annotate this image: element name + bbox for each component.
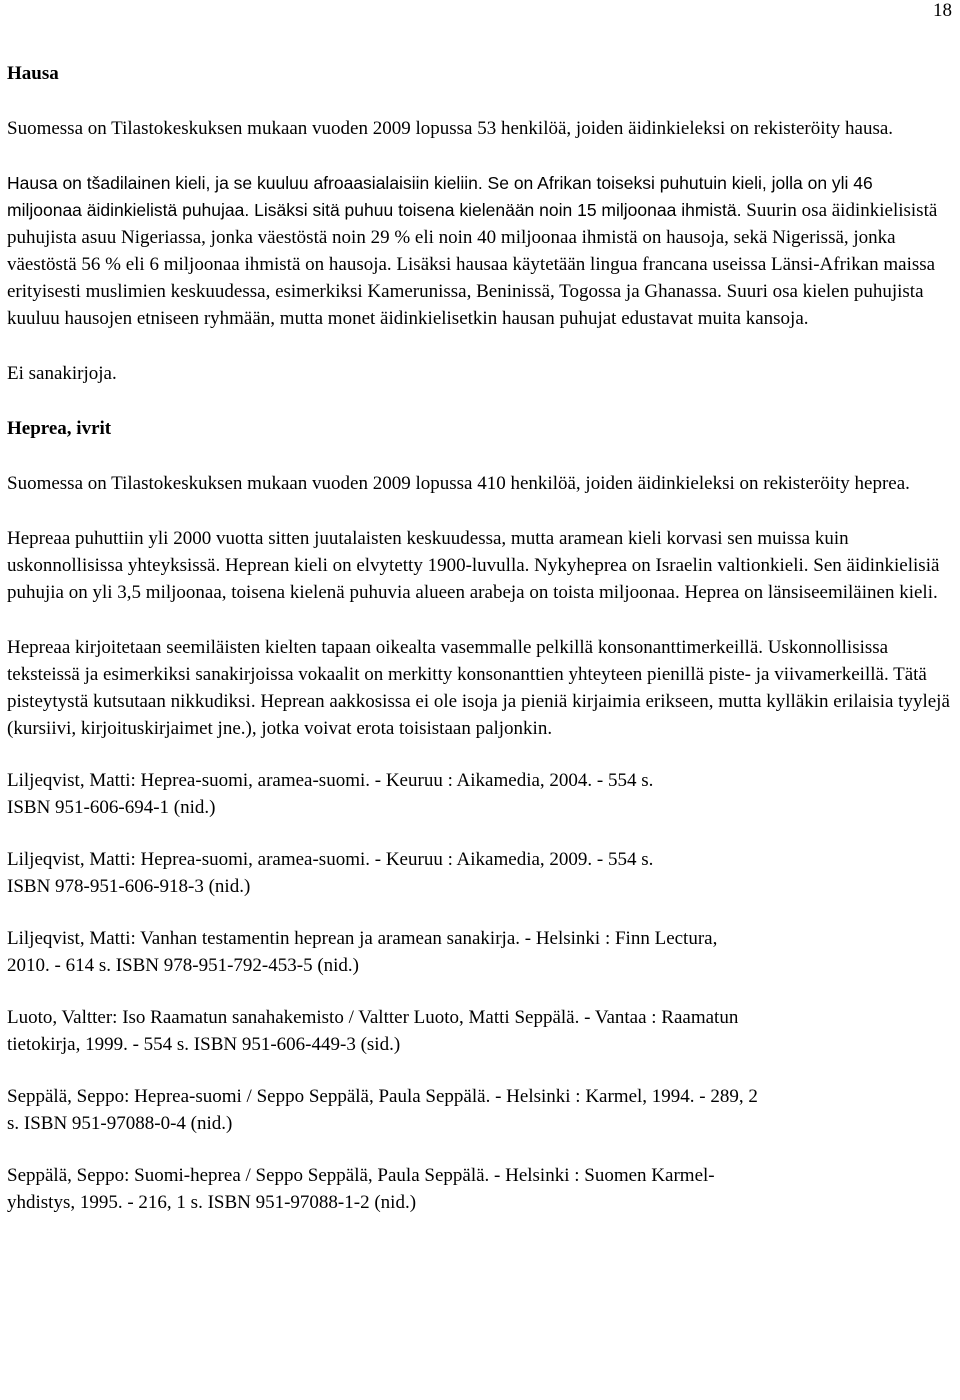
reference-line: Seppälä, Seppo: Heprea-suomi / Seppo Seppälä, Paula Seppälä. - Helsinki : Karmel, 1994. - 289, 2 [7,1086,758,1107]
reference-entry [7,846,952,900]
reference-entry [7,1162,952,1216]
reference-line: ISBN 951-606-694-1 (nid.) [7,797,216,818]
paragraph-heprea-writing: Hepreaa kirjoitetaan seemiläisten kielten tapaan oikealta vasemmalle pelkillä konsonanttimerkeillä. Uskonnollisissa teksteissä ja esimerkiksi sanakirjoissa vokaalit on merkitty konsonanttien yhteyteen pienillä piste- ja viivamerkeillä. Tätä pisteytystä kutsutaan nikkudiksi. Heprean aakkosissa ei ole isoja ja pieniä kirjaimia erikseen, mutta kylläkin erilaisia tyylejä (kursiivi, kirjoituskirjaimet jne.), jotka voivat erota toisistaan paljonkin. [7,637,950,739]
reference-entry [7,767,952,821]
reference-line: Liljeqvist, Matti: Heprea-suomi, aramea-suomi. - Keuruu : Aikamedia, 2004. - 554 s. [7,770,654,791]
reference-line: s. ISBN 951-97088-0-4 (nid.) [7,1113,233,1134]
reference-line: Liljeqvist, Matti: Heprea-suomi, aramea-suomi. - Keuruu : Aikamedia, 2009. - 554 s. [7,849,654,870]
paragraph-hausa-description [7,170,952,332]
reference-line: Seppälä, Seppo: Suomi-heprea / Seppo Seppälä, Paula Seppälä. - Helsinki : Suomen Karmel- [7,1165,715,1186]
section-heading-heprea: Heprea, ivrit [7,418,112,439]
page-number: 18 [933,0,952,21]
section-heading-hausa: Hausa [7,63,59,84]
reference-line: Luoto, Valtter: Iso Raamatun sanahakemisto / Valtter Luoto, Matti Seppälä. - Vantaa : Raamatun [7,1007,739,1028]
paragraph-heprea-history: Hepreaa puhuttiin yli 2000 vuotta sitten juutalaisten keskuudessa, mutta aramean kieli korvasi sen muissa kuin uskonnollisissa yhteyksissä. Heprean kieli on elvytetty 1900-luvulla. Nykyheprea on Israelin valtionkieli. Sen äidinkielisiä puhujia on yli 3,5 miljoonaa, toisena kielenä puhuvia alueen arabeja on toista miljoonaa. Heprea on länsiseemiläinen kieli. [7,528,940,603]
paragraph-hausa-speakers-finland: Suomessa on Tilastokeskuksen mukaan vuoden 2009 lopussa 53 henkilöä, joiden äidinkieleksi on rekisteröity hausa. [7,118,894,139]
paragraph-no-dictionaries: Ei sanakirjoja. [7,363,117,384]
reference-line: tietokirja, 1999. - 554 s. ISBN 951-606-449-3 (sid.) [7,1034,401,1055]
reference-entry [7,1004,952,1058]
document-body [7,60,952,1216]
reference-line: yhdistys, 1995. - 216, 1 s. ISBN 951-97088-1-2 (nid.) [7,1192,417,1213]
paragraph-hausa-description-rest: Suurin osa äidinkielisistä puhujista asuu Nigeriassa, jonka väestöstä noin 29 % eli noin 40 miljoonaa ihmistä on hausoja, sekä Nigerissä, jonka väestöstä 56 % eli 6 miljoonaa ihmistä on hausoja. Lisäksi hausaa käytetään lingua francana useissa Länsi-Afrikan maissa erityisesti muslimien keskuudessa, esimerkiksi Kamerunissa, Beninissä, Togossa ja Ghanassa. Suuri osa kielen puhujista kuuluu hausojen etniseen ryhmään, mutta monet äidinkielisetkin hausan puhujat edustavat muita kansoja. [7,200,938,329]
reference-line: 2010. - 614 s. ISBN 978-951-792-453-5 (nid.) [7,955,360,976]
paragraph-heprea-speakers-finland: Suomessa on Tilastokeskuksen mukaan vuoden 2009 lopussa 410 henkilöä, joiden äidinkieleksi on rekisteröity heprea. [7,473,910,494]
reference-entry [7,925,952,979]
reference-line: Liljeqvist, Matti: Vanhan testamentin heprean ja aramean sanakirja. - Helsinki : Finn Lectura, [7,928,718,949]
reference-entry [7,1083,952,1137]
reference-line: ISBN 978-951-606-918-3 (nid.) [7,876,251,897]
paragraph-hausa-description-intro: Hausa on tšadilainen kieli, ja se kuuluu afroaasialaisiin kieliin. Se on Afrikan toiseksi puhutuin kieli, jolla on yli 46 miljoonaa äidinkielistä puhujaa. Lisäksi sitä puhuu toisena kielenään noin 15 miljoonaa ihmistä. [7,173,873,220]
